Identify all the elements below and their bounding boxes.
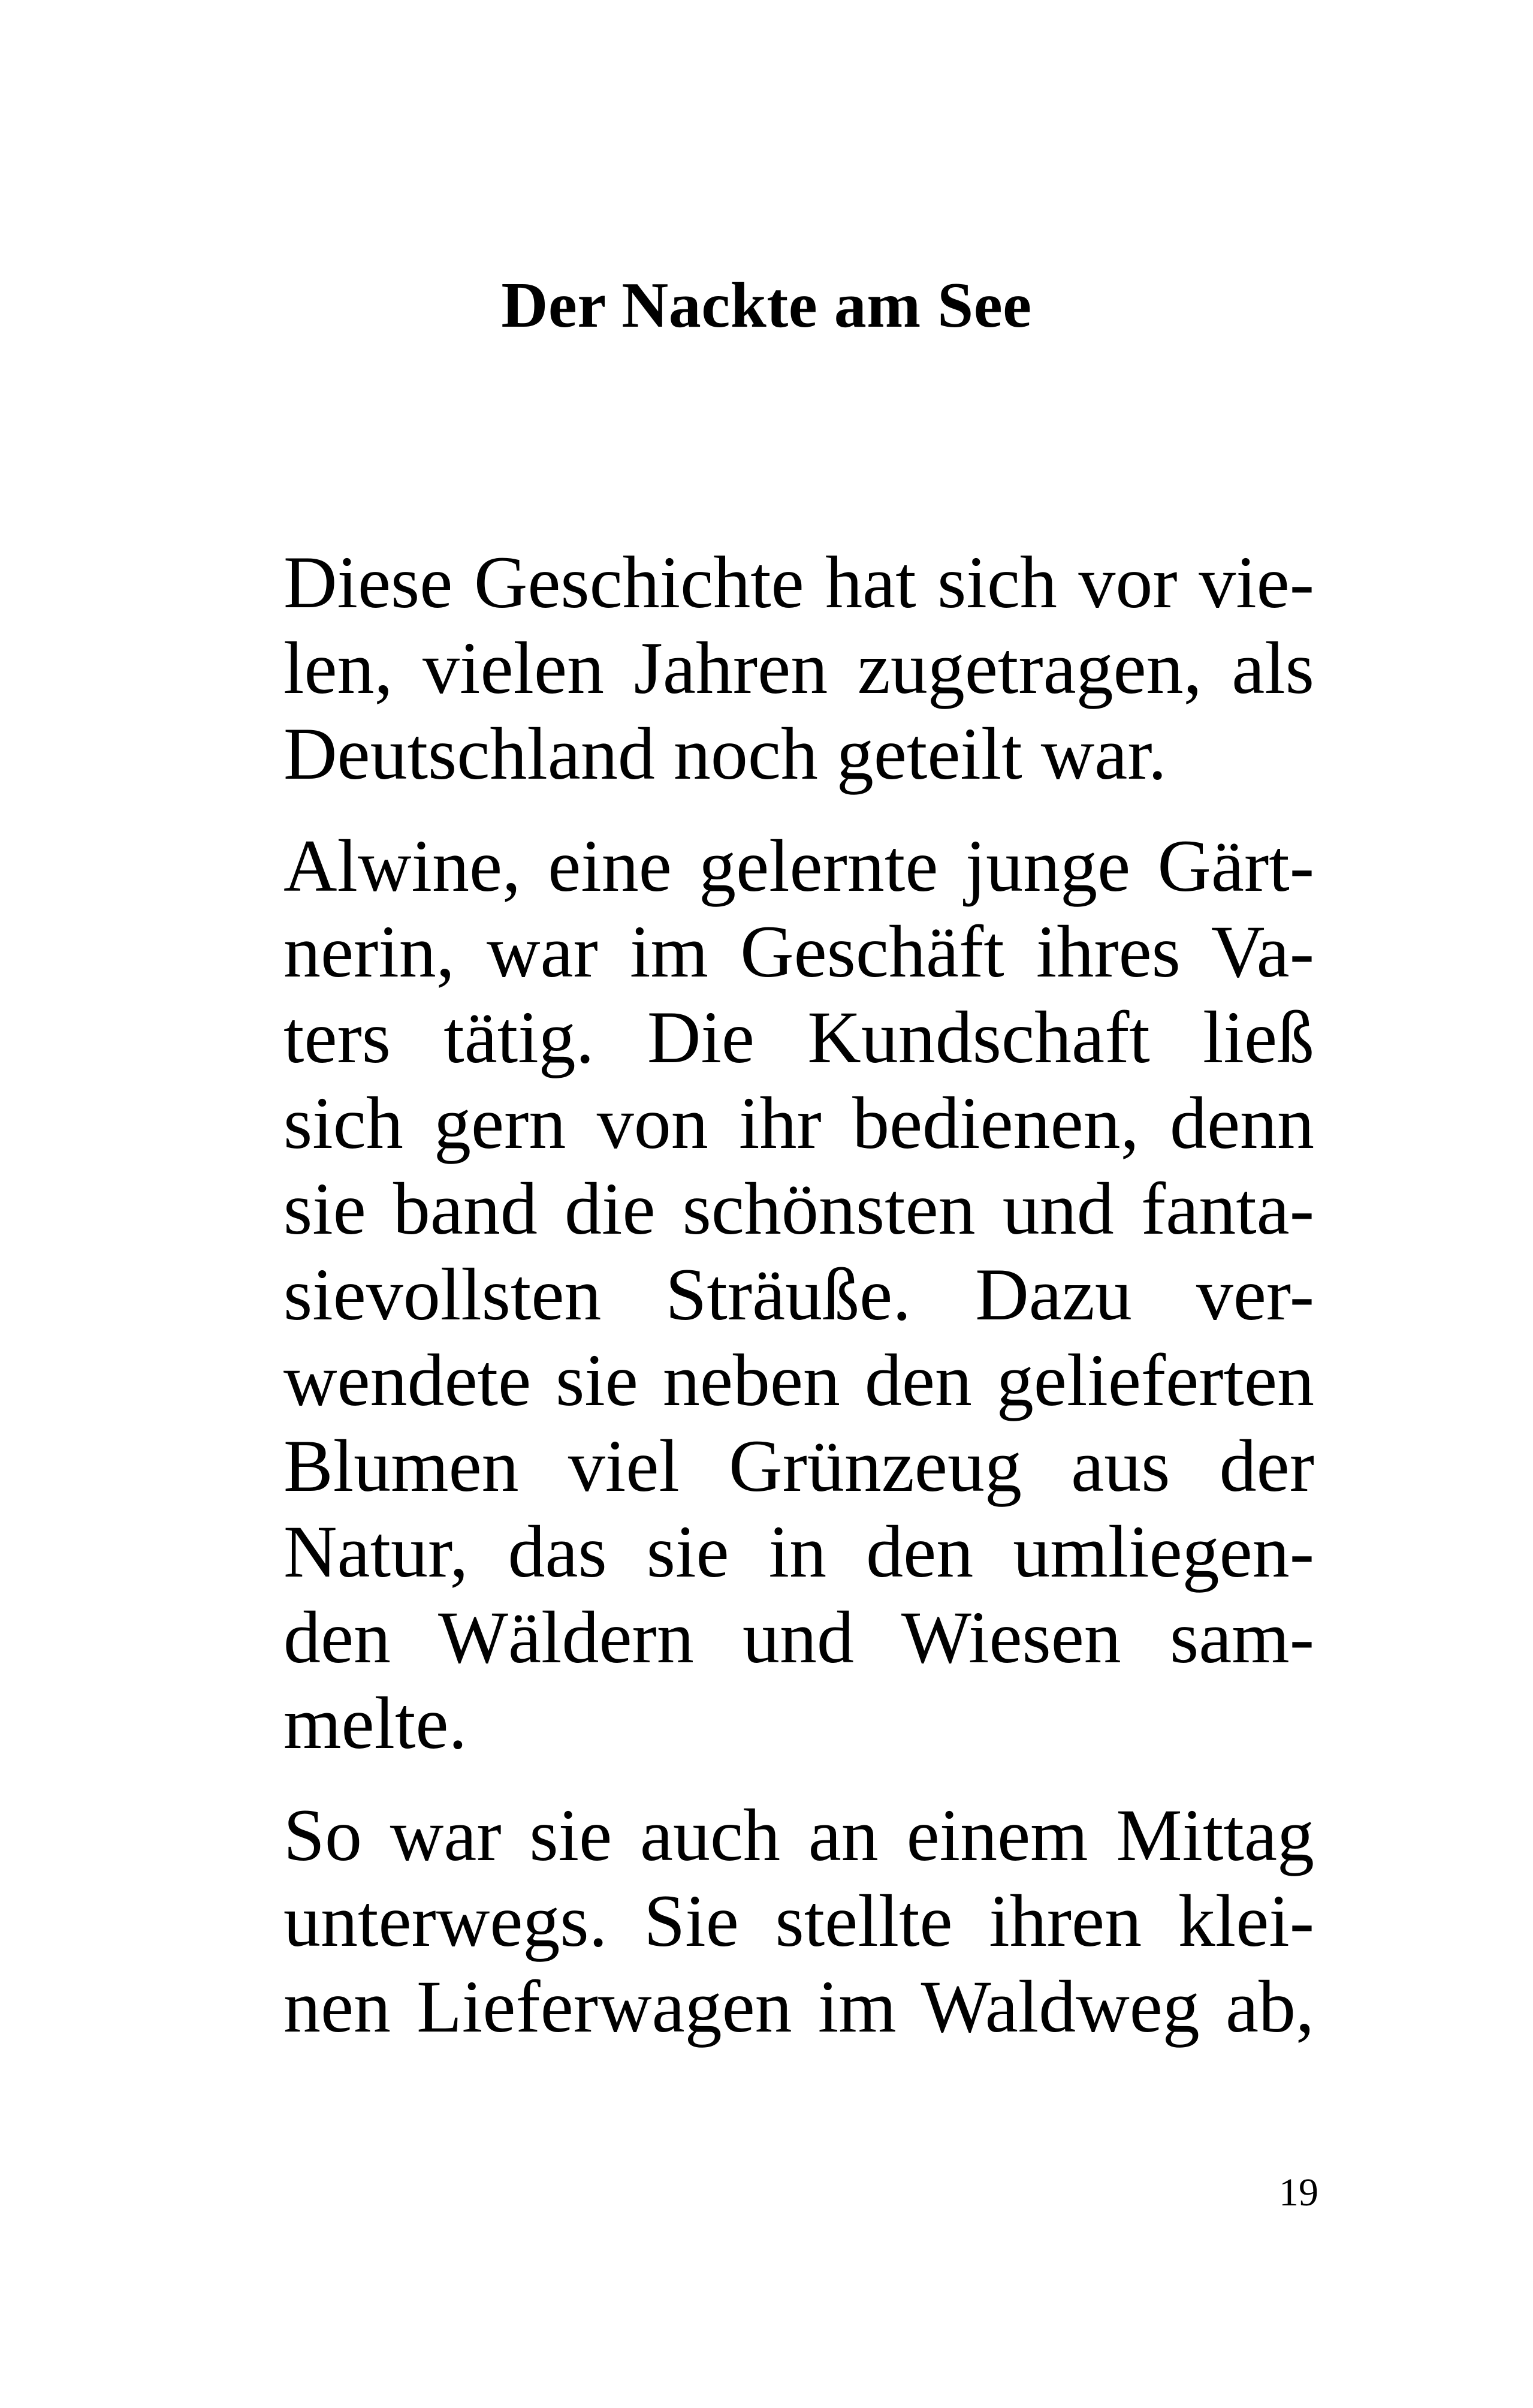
chapter-title: Der Nackte am See xyxy=(501,270,1032,341)
text-line: Natur, das sie in den umliegen- xyxy=(283,1511,1314,1593)
body-text xyxy=(283,540,1314,2076)
text-line: nerin, war im Geschäft ihres Va- xyxy=(283,911,1314,993)
text-line: nen Lieferwagen im Waldweg ab, xyxy=(283,1966,1314,2048)
paragraph-2 xyxy=(283,823,1314,1766)
text-line: Blumen viel Grünzeug aus der xyxy=(283,1425,1314,1507)
text-line: unterwegs. Sie stellte ihren klei- xyxy=(283,1880,1314,1962)
text-line: So war sie auch an einem Mittag xyxy=(283,1794,1314,1876)
text-line: Diese Geschichte hat sich vor vie- xyxy=(283,541,1314,623)
paragraph-3 xyxy=(283,1792,1314,2050)
text-line: melte. xyxy=(283,1682,467,1764)
text-line: ters tätig. Die Kundschaft ließ xyxy=(283,996,1314,1078)
text-line: sich gern von ihr bedienen, denn xyxy=(283,1082,1314,1164)
text-line: Alwine, eine gelernte junge Gärt- xyxy=(283,825,1314,907)
text-line: sievollsten Sträuße. Dazu ver- xyxy=(283,1253,1314,1336)
page-number: 19 xyxy=(1279,2171,1318,2214)
paragraph-1 xyxy=(283,540,1314,797)
text-line: len, vielen Jahren zugetragen, als xyxy=(283,627,1314,709)
text-line: den Wäldern und Wiesen sam- xyxy=(283,1596,1314,1678)
text-line: sie band die schönsten und fanta- xyxy=(283,1168,1314,1250)
text-line: wendete sie neben den gelieferten xyxy=(283,1339,1314,1421)
text-line: Deutschland noch geteilt war. xyxy=(283,713,1167,795)
